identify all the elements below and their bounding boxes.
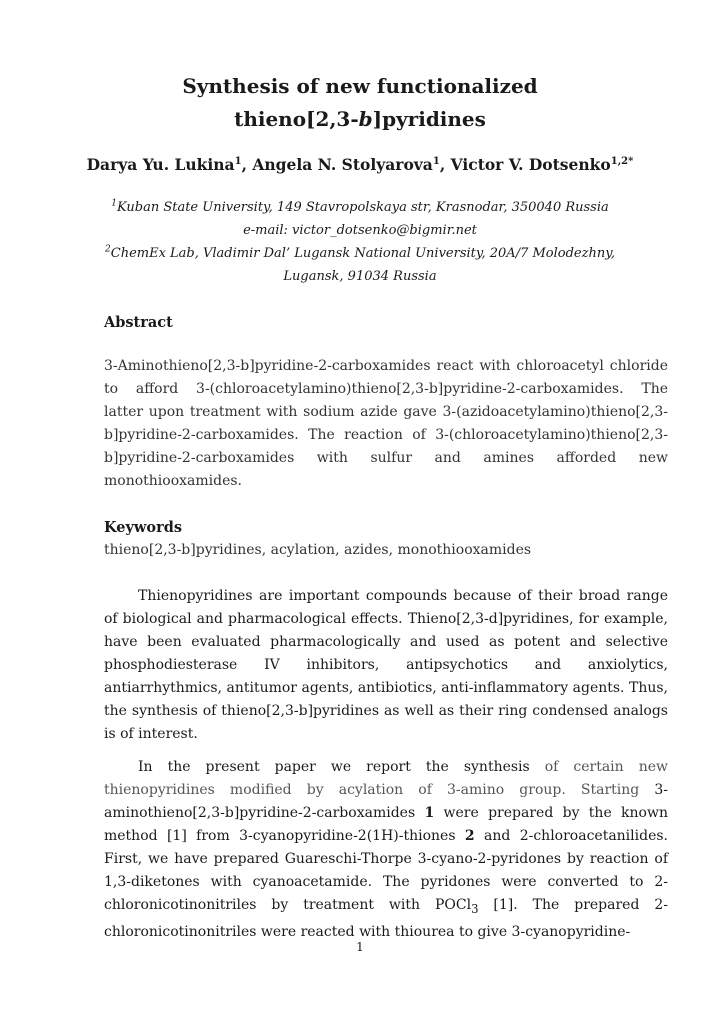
- body-paragraph-2: In the present paper we report the synthesis of certain new thienopyridines modified by acylation of 3-amino group. Starting 3-aminothieno[2,3-b]pyridine-2-carboxamides 1 were prepared by the known method [1] from 3-cyanopyridine-2(1H)-thiones 2 and 2-chloroacetanilides. First, we have prepared Guareschi-Thorpe 3-cyano-2-pyridones by reaction of 1,3-diketones with cyanoacetamide. The pyridones were converted to 2-chloronicotinonitriles by treatment with POCl$_3$ [1]. The prepared 2-chloronicotinonitriles were reacted with thiourea to give 3-cyanopyridine-: [104, 759, 669, 940]
- author-name: Victor V. Dotsenko: [450, 155, 611, 174]
- paper-title-line-1: Synthesis of new functionalized: [182, 74, 538, 98]
- author-name: Darya Yu. Lukina: [86, 155, 235, 174]
- affiliation-2-continued: Lugansk, 91034 Russia: [283, 269, 437, 284]
- keywords-heading: Keywords: [104, 519, 183, 536]
- keywords-text: thieno[2,3-b]pyridines, acylation, azides, monothiooxamides: [104, 542, 532, 558]
- paper-title-line-2: thieno[2,3-b]pyridines: [234, 107, 486, 131]
- affiliation-2: $^2$ChemEx Lab, Vladimir Dal’ Lugansk National University, 20A/7 Molodezhny,: [105, 244, 615, 261]
- body-paragraph-1: Thienopyridines are important compounds because of their broad range of biological and pharmacological effects. Thieno[2,3-d]pyridines, for example, have been evaluated pharmacologically and used as potent and selective phosphodiesterase IV inhibitors, antipsychotics and anxiolytics, antiarrhythmics, antitumor agents, antibiotics, anti-inflammatory agents. Thus, the synthesis of thieno[2,3-b]pyridines as well as their ring condensed analogs is of interest.: [104, 588, 668, 742]
- abstract-text: 3-Aminothieno[2,3-b]pyridine-2-carboxamides react with chloroacetyl chloride to afford 3-(chloroacetylamino)thieno[2,3-b]pyridine-2-carboxamides. The latter upon treatment with sodium azide gave 3-(azidoacetylamino)thieno[2,3-b]pyridine-2-carboxamides. The reaction of 3-(chloroacetylamino)thieno[2,3-b]pyridine-2-carboxamides with sulfur and amines afforded new monothiooxamides.: [104, 358, 668, 489]
- compound-ref-2: 2: [464, 828, 475, 844]
- compound-ref-1: 1: [424, 805, 435, 821]
- author-list: Darya Yu. Lukina$^1$, Angela N. Stolyarova$^1$, Victor V. Dotsenko$^{1,2*}$: [86, 155, 634, 174]
- abstract-heading: Abstract: [104, 314, 173, 331]
- author-email: e-mail: victor_dotsenko@bigmir.net: [243, 223, 477, 238]
- author-name: Angela N. Stolyarova: [252, 155, 433, 174]
- page-number: 1: [356, 940, 364, 954]
- affiliation-1: $^1$Kuban State University, 149 Stavropolskaya str, Krasnodar, 350040 Russia: [111, 198, 609, 215]
